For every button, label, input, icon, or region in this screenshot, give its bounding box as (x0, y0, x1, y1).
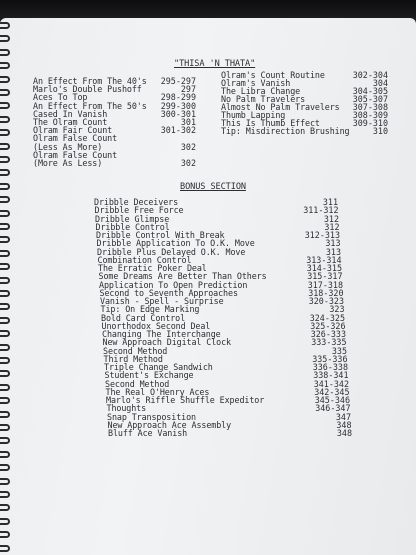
bonus-entry-pages: 341-342 (313, 378, 349, 389)
right_column-entry-pages: 304-305 (352, 86, 388, 96)
bonus-entry-pages: 314-315 (306, 263, 342, 273)
bonus-entry-pages: 311-312 (303, 205, 339, 216)
bonus-entry-pages: 312 (324, 221, 340, 232)
bonus-entry-title: The Real O'Henry Aces (105, 386, 210, 397)
bonus-entry-pages: 311 (322, 197, 338, 207)
bonus-entry-title: Changing The Interchange (102, 329, 221, 339)
left_column-entry-pages: 299-300 (160, 100, 196, 111)
left_column-entry-title: Olram Fair Count (33, 125, 113, 136)
bonus-entry-pages: 324-325 (309, 312, 345, 323)
bonus-entry-title: Marlo's Riffle Shuffle Expeditor (106, 395, 265, 405)
bonus-entry-pages: 338-341 (313, 370, 349, 381)
bonus-entry-title: Third Method (103, 353, 163, 364)
left_column-entry-title: An Effect From The 40's (33, 76, 147, 86)
left_column-entry-title: (Less As More) (33, 141, 103, 152)
bonus-entry-title: Tip: On Edge Marking (100, 304, 200, 315)
bonus-entry-pages: 333-335 (311, 337, 347, 348)
left_column-entry-title: (More As Less) (33, 158, 103, 168)
left_column-entry-title: Marlo's Double Pushoff (33, 84, 142, 95)
right_column-entry-pages: 310 (372, 126, 388, 136)
right_column-entry-pages: 304 (372, 78, 388, 88)
right_column-entry-title: Thumb Lapping (221, 110, 286, 120)
bonus-entry-title: Thoughts (106, 403, 147, 414)
bonus-entry-title: Unorthodox Second Deal (101, 320, 211, 331)
bonus-entry-pages: 336-338 (312, 362, 348, 372)
bonus-entry-title: Bluff Ace Vanish (108, 428, 188, 438)
right_column-entry-title: No Palm Travelers (221, 94, 306, 104)
document-page (0, 18, 416, 555)
bonus-entry-title: Application To Open Prediction (99, 279, 248, 290)
bonus-entry-pages: 346-347 (315, 403, 351, 414)
bonus-entry-title: Dribble Deceivers (94, 197, 179, 207)
bonus-entry-pages: 325-326 (310, 320, 346, 331)
right_column-entry-title: This Is Thumb Effect (221, 118, 320, 128)
bonus-entry-pages: 318-320 (308, 287, 344, 298)
bonus-entry-pages: 313 (325, 246, 341, 257)
bonus-entry-title: The Erratic Poker Deal (98, 263, 207, 273)
bonus-entry-pages: 313-314 (306, 254, 342, 265)
right_column-entry-pages: 309-310 (352, 118, 388, 128)
bonus-entry-pages: 315-317 (307, 271, 343, 282)
left_column-entry-title: Cased In Vanish (33, 108, 108, 119)
right_column-entry-title: The Libra Change (221, 86, 301, 96)
left_column-entry-title: Aces To Top (33, 92, 88, 103)
left_column-entry-pages: 300-301 (160, 108, 196, 119)
bonus-entry-title: Triple Change Sandwich (104, 362, 213, 372)
bonus-entry-title: Dribble Glimpse (95, 213, 170, 224)
bonus-entry-title: Vanish - Spell - Surprise (100, 296, 224, 306)
bonus-entry-title: Student's Exchange (104, 370, 194, 381)
right_column-entry-title: Olram's Vanish (221, 78, 291, 88)
bonus-entry-title: Second Method (105, 378, 170, 389)
right_column-entry-title: Almost No Palm Travelers (221, 102, 340, 112)
bonus-entry-title: Dribble Application To O.K. Move (96, 238, 255, 249)
bonus-entry-title: Second to Seventh Approaches (99, 287, 238, 298)
left_column-entry-pages: 298-299 (160, 92, 196, 103)
bonus-entry-title: Snap Transposition (107, 411, 196, 422)
bonus-entry-title: Bold Card Control (101, 312, 186, 323)
bonus-entry-title: Second Method (103, 345, 168, 356)
bonus-entry-title: New Approach Ace Assembly (107, 419, 232, 430)
bonus-entry-pages: 312 (323, 213, 339, 224)
bonus-entry-title: Dribble Control With Break (96, 230, 225, 240)
left_column-entry-title: Olram False Count (33, 149, 118, 160)
right_column-entry-title: Tip: Misdirection Brushing (221, 126, 350, 136)
left_column-entry-title: An Effect From The 50's (33, 100, 147, 111)
left_column-entry-title: Olram False Count (33, 133, 118, 144)
bonus-entry-title: Dribble Plus Delayed O.K. Move (97, 246, 246, 257)
left_column-entry-pages: 302 (180, 158, 196, 168)
left_column-entry-title: The Olram Count (33, 117, 108, 127)
bonus-entry-pages: 320-323 (308, 296, 344, 306)
bonus-entry-pages: 312-313 (304, 230, 340, 240)
bonus-entry-pages: 323 (329, 304, 345, 315)
bonus-entry-title: Combination Control (97, 254, 192, 265)
bonus-entry-pages: 335 (331, 345, 347, 356)
bonus-heading: BONUS SECTION (180, 182, 246, 192)
left_column-entry-pages: 302 (180, 141, 196, 152)
bonus-entry-pages: 313 (325, 238, 341, 249)
bonus-entry-pages: 348 (336, 428, 352, 438)
bonus-entry-pages: 317-318 (307, 279, 343, 290)
bonus-entry-pages: 345-346 (314, 395, 350, 405)
right_column-entry-title: Olram's Count Routine (221, 70, 325, 80)
right_column-entry-pages: 308-309 (352, 110, 388, 120)
right_column-entry-pages: 302-304 (352, 70, 388, 80)
left_column-entry-pages: 301-302 (160, 125, 196, 136)
bonus-entry-pages: 348 (336, 419, 352, 430)
section-title: "THISA 'N THATA" (174, 59, 256, 69)
bonus-entry-title: Some Dreams Are Better Than Others (98, 271, 267, 282)
bonus-entry-title: New Approach Digital Clock (102, 337, 231, 348)
left_column-entry-pages: 297 (180, 84, 196, 95)
left_column-entry-pages: 295-297 (160, 76, 196, 86)
bonus-entry-pages: 347 (335, 411, 351, 422)
bonus-entry-title: Dribble Free Force (94, 205, 184, 216)
right_column-entry-pages: 305-307 (352, 94, 388, 104)
bonus-entry-pages: 342-345 (314, 386, 350, 397)
bonus-entry-pages: 335-336 (312, 353, 348, 364)
bonus-entry-pages: 326-333 (310, 329, 346, 339)
contents-page (0, 18, 416, 555)
bonus-entry-title: Dribble Control (95, 221, 170, 232)
left_column-entry-pages: 301 (180, 117, 196, 127)
right_column-entry-pages: 307-308 (352, 102, 388, 112)
